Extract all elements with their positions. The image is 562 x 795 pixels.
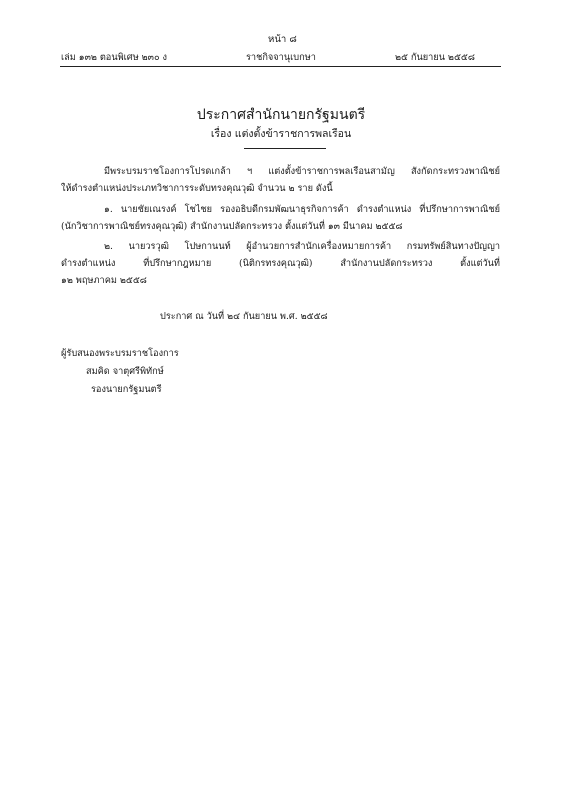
intro-line-1: มีพระบรมราชโองการโปรดเกล้า ฯ แต่งตั้งข้าราชการพลเรือนสามัญ สังกัดกระทรวงพาณิชย์ [104,166,500,177]
title-underline [244,148,326,149]
volume-issue: เล่ม ๑๓๒ ตอนพิเศษ ๒๓๐ ง [61,52,167,63]
publication-name: ราชกิจจานุเบกษา [246,52,316,63]
appointment-1-line-1: ๑. นายชัยเณรงค์ โชไชย รองอธิบดีกรมพัฒนาธุรกิจการค้า ดำรงตำแหน่ง ที่ปรึกษาการพาณิชย์ [104,204,500,215]
countersign-label: ผู้รับสนองพระบรมราชโองการ [61,348,179,359]
appointment-2-line-2: ดำรงตำแหน่ง ที่ปรึกษากฎหมาย (นิติกรทรงคุณวุฒิ) สำนักงานปลัดกระทรวง ตั้งแต่วันที่ [61,258,500,269]
appointment-2-line-3: ๑๒ พฤษภาคม ๒๕๕๘ [61,275,147,286]
intro-line-2: ให้ดำรงตำแหน่งประเภทวิชาการระดับทรงคุณวุฒิ จำนวน ๒ ราย ดังนี้ [61,183,333,194]
given-date: ประกาศ ณ วันที่ ๒๔ กันยายน พ.ศ. ๒๕๕๘ [160,311,328,322]
announcement-subject: เรื่อง แต่งตั้งข้าราชการพลเรือน [210,128,352,140]
signatory-position: รองนายกรัฐมนตรี [91,384,162,395]
publication-date: ๒๕ กันยายน ๒๕๕๘ [395,52,475,63]
appointment-2-line-1: ๒. นายวรวุฒิ โปษกานนท์ ผู้อำนวยการสำนักเครื่องหมายการค้า กรมทรัพย์สินทางปัญญา [104,241,500,252]
appointment-1-line-2: (นักวิชาการพาณิชย์ทรงคุณวุฒิ) สำนักงานปลัดกระทรวง ตั้งแต่วันที่ ๑๓ มีนาคม ๒๕๕๘ [61,221,403,232]
header-rule [60,66,501,67]
announcement-title: ประกาศสำนักนายกรัฐมนตรี [196,107,366,123]
page-number: หน้า ๘ [268,34,297,45]
signatory-name: สมคิด จาตุศรีพิทักษ์ [86,366,164,377]
